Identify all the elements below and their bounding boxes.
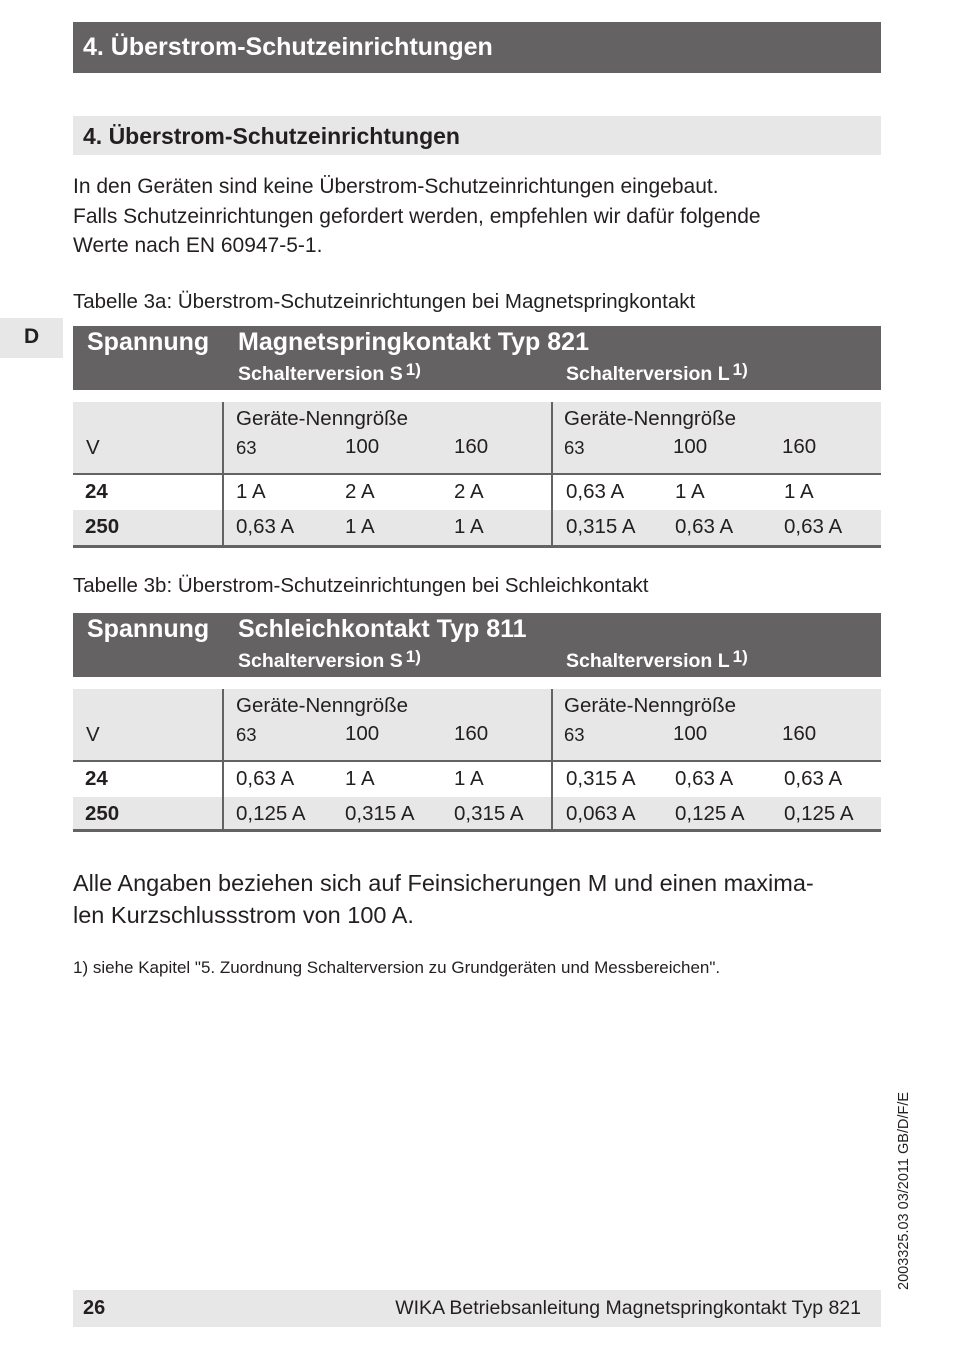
page-header	[73, 22, 881, 73]
intro-line: Werte nach EN 60947-5-1.	[73, 234, 323, 257]
voltage-cell: 250	[85, 802, 120, 825]
value-cell: 0,315 A	[345, 802, 415, 825]
value-cell: 0,315 A	[566, 515, 636, 538]
value-cell: 1 A	[454, 515, 484, 538]
section-heading	[73, 116, 881, 155]
size-header: 160	[454, 722, 489, 745]
switch-version-l-header: Schalterversion L $^{1)}$	[566, 647, 748, 672]
value-cell: 1 A	[345, 767, 375, 790]
voltage-cell: 250	[85, 515, 120, 538]
size-header: 100	[673, 722, 708, 745]
value-cell: 2 A	[345, 480, 375, 503]
table-row	[73, 762, 881, 797]
value-cell: 0,125 A	[675, 802, 745, 825]
column-header-voltage: Spannung	[87, 328, 210, 356]
size-header: 63	[236, 724, 257, 745]
value-cell: 0,125 A	[784, 802, 854, 825]
table-b	[73, 613, 881, 834]
table-row	[73, 510, 881, 545]
section-heading-title: 4. Überstrom-Schutzeinrichtungen	[83, 123, 460, 149]
size-header: 63	[236, 437, 257, 458]
language-tab-label: D	[24, 325, 40, 348]
value-cell: 2 A	[454, 480, 484, 503]
size-header: 100	[673, 435, 708, 458]
column-divider	[222, 689, 224, 829]
language-tab	[0, 318, 63, 358]
table-a-caption: Tabelle 3a: Überstrom-Schutzeinrichtungen bei Magnetspringkontakt	[73, 290, 696, 313]
nominal-size-label: Geräte-Nenngröße	[236, 407, 409, 430]
size-header: 160	[782, 722, 817, 745]
size-header: 100	[345, 435, 380, 458]
switch-version-s-header: Schalterversion S $^{1)}$	[238, 647, 421, 672]
page-header-title: 4. Überstrom-Schutzeinrichtungen	[83, 33, 493, 61]
footnote: 1) siehe Kapitel "5. Zuordnung Schalterversion zu Grundgeräten und Messbereichen".	[73, 958, 721, 977]
value-cell: 0,63 A	[784, 767, 843, 790]
value-cell: 0,125 A	[236, 802, 306, 825]
value-cell: 0,063 A	[566, 802, 636, 825]
column-divider	[222, 402, 224, 545]
value-cell: 1 A	[675, 480, 705, 503]
footer-title: WIKA Betriebsanleitung Magnetspringkontakt Typ 821	[395, 1297, 861, 1319]
value-cell: 0,63 A	[784, 515, 843, 538]
size-header: 160	[454, 435, 489, 458]
table-row	[73, 797, 881, 832]
fuse-note	[73, 867, 814, 931]
page-number: 26	[83, 1297, 106, 1319]
column-divider	[551, 689, 553, 829]
table-b-title: Schleichkontakt Typ 811	[238, 615, 527, 643]
column-header-voltage: Spannung	[87, 615, 210, 643]
value-cell: 0,63 A	[236, 515, 295, 538]
note-line: Alle Angaben beziehen sich auf Feinsicherungen M und einen maxima-	[73, 870, 814, 896]
document-code: 2003325.03 03/2011 GB/D/F/E	[896, 1091, 912, 1290]
column-divider	[551, 402, 553, 545]
switch-version-l-header: Schalterversion L $^{1)}$	[566, 360, 748, 385]
value-cell: 0,63 A	[675, 767, 734, 790]
table-b-caption: Tabelle 3b: Überstrom-Schutzeinrichtungen bei Schleichkontakt	[73, 574, 649, 597]
nominal-size-label: Geräte-Nenngröße	[236, 694, 409, 717]
page-footer	[73, 1290, 881, 1327]
switch-version-s-header: Schalterversion S $^{1)}$	[238, 360, 421, 385]
table-a-title: Magnetspringkontakt Typ 821	[238, 328, 589, 356]
table-a-header	[73, 326, 881, 390]
value-cell: 1 A	[784, 480, 814, 503]
voltage-cell: 24	[85, 767, 108, 790]
table-a	[73, 326, 881, 547]
table-row	[73, 475, 881, 510]
table-b-header	[73, 613, 881, 677]
size-header: 100	[345, 722, 380, 745]
size-header: 63	[564, 724, 585, 745]
size-header: 63	[564, 437, 585, 458]
nominal-size-label: Geräte-Nenngröße	[564, 694, 737, 717]
voltage-cell: 24	[85, 480, 108, 503]
value-cell: 1 A	[236, 480, 266, 503]
value-cell: 1 A	[454, 767, 484, 790]
value-cell: 0,315 A	[566, 767, 636, 790]
intro-line: In den Geräten sind keine Überstrom-Schutzeinrichtungen eingebaut.	[73, 175, 719, 198]
value-cell: 0,63 A	[236, 767, 295, 790]
value-cell: 1 A	[345, 515, 375, 538]
table-bottom-rule	[73, 545, 881, 548]
value-cell: 0,63 A	[566, 480, 625, 503]
note-line: len Kurzschlussstrom von 100 A.	[73, 902, 414, 928]
intro-line: Falls Schutzeinrichtungen gefordert werden, empfehlen wir dafür folgende	[73, 204, 761, 228]
size-header: 160	[782, 435, 817, 458]
intro-paragraph	[73, 172, 761, 261]
unit-label: V	[86, 723, 100, 746]
value-cell: 0,63 A	[675, 515, 734, 538]
unit-label: V	[86, 436, 100, 459]
nominal-size-label: Geräte-Nenngröße	[564, 407, 737, 430]
table-bottom-rule	[73, 829, 881, 832]
value-cell: 0,315 A	[454, 802, 524, 825]
